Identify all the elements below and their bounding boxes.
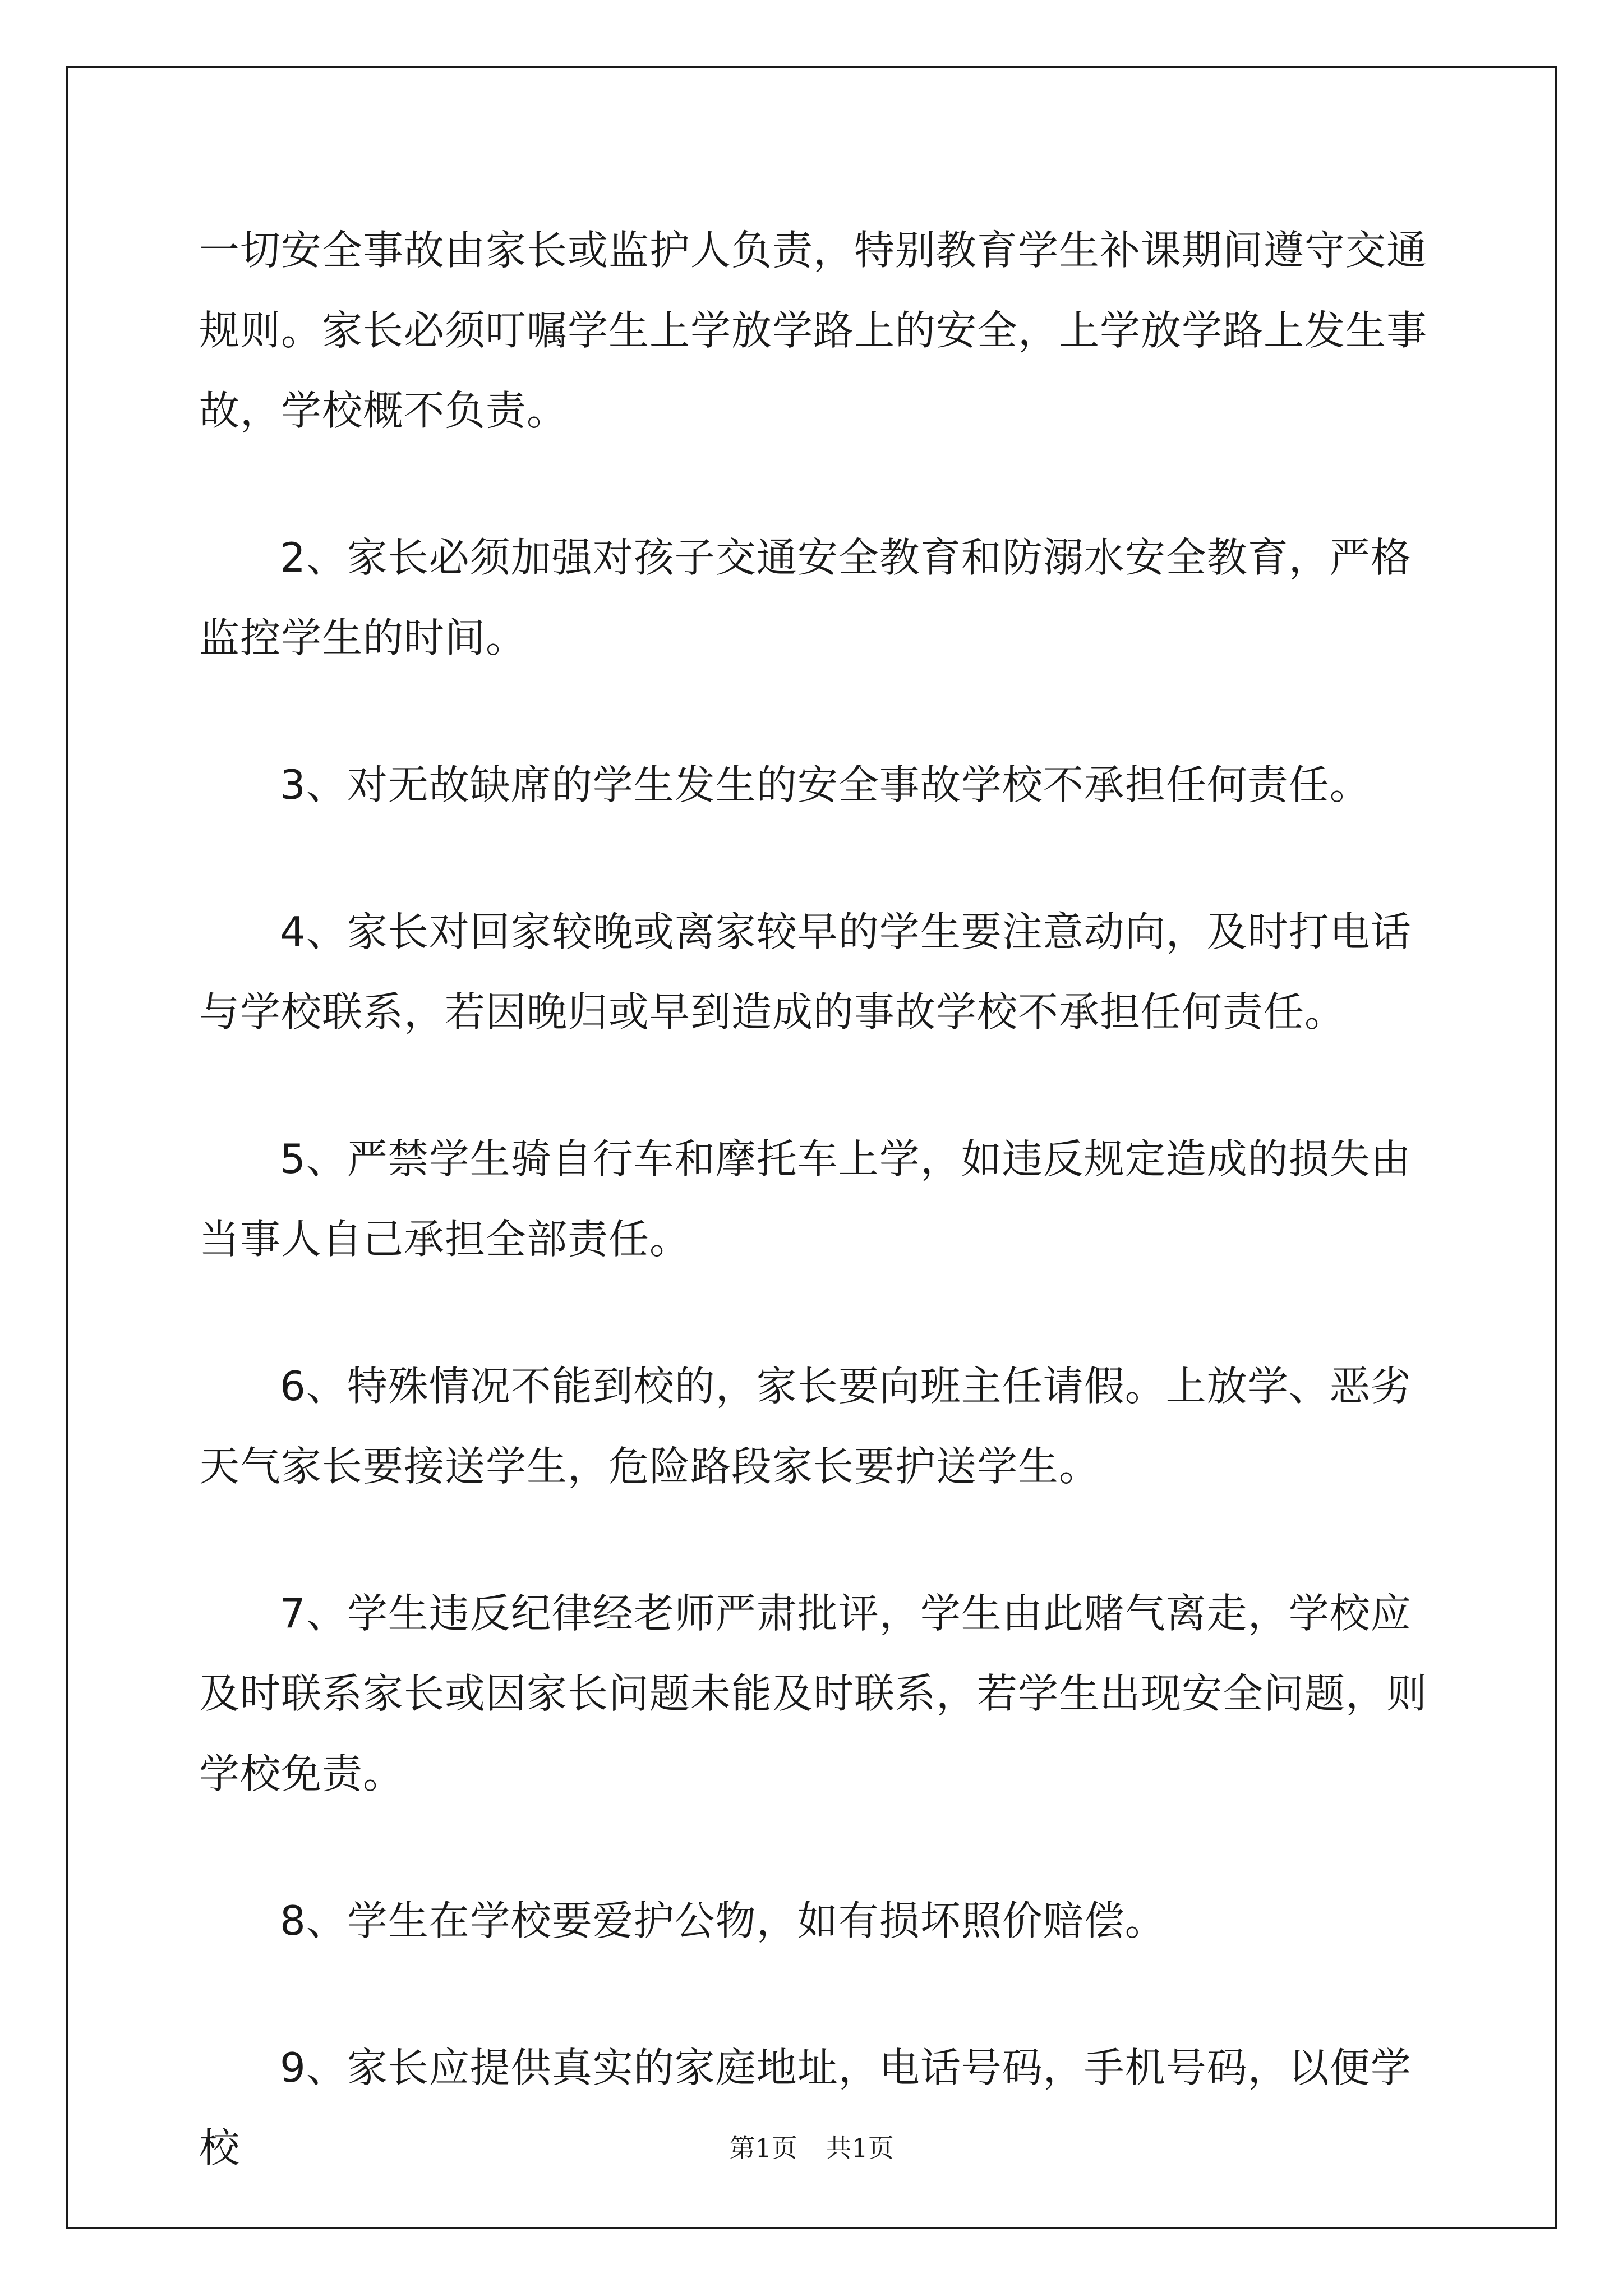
paragraph-5: 5、严禁学生骑自行车和摩托车上学，如违反规定造成的损失由当事人自己承担全部责任。 — [199, 1135, 1412, 1263]
paragraph-9: 9、家长应提供真实的家庭地址，电话号码，手机号码，以便学校 — [199, 2044, 1412, 2171]
page-number: 第1页 — [729, 2133, 797, 2163]
paragraph-1: 一切安全事故由家长或监护人负责，特别教育学生补课期间遵守交通规则。家长必须叮嘱学生上学放学路上的安全，上学放学路上发生事故，学校概不负责。 — [199, 227, 1428, 434]
paragraph-4: 4、家长对回家较晚或离家较早的学生要注意动向，及时打电话与学校联系，若因晚归或早到造成的事故学校不承担任何责任。 — [199, 908, 1412, 1036]
document-body — [199, 210, 1433, 2255]
paragraph-2: 2、家长必须加强对孩子交通安全教育和防溺水安全教育，严格监控学生的时间。 — [199, 534, 1412, 661]
total-pages: 共1页 — [826, 2133, 894, 2163]
paragraph-6: 6、特殊情况不能到校的，家长要向班主任请假。上放学、恶劣天气家长要接送学生，危险路段家长要护送学生。 — [199, 1363, 1412, 1490]
paragraph-8: 8、学生在学校要爱护公物，如有损坏照价赔偿。 — [280, 1897, 1166, 1944]
paragraph-7: 7、学生违反纪律经老师严肃批评，学生由此赌气离走，学校应及时联系家长或因家长问题未能及时联系，若学生出现安全问题，则学校免责。 — [199, 1590, 1428, 1797]
page-footer — [0, 2128, 1623, 2165]
paragraph-3: 3、对无故缺席的学生发生的安全事故学校不承担任何责任。 — [280, 761, 1371, 808]
